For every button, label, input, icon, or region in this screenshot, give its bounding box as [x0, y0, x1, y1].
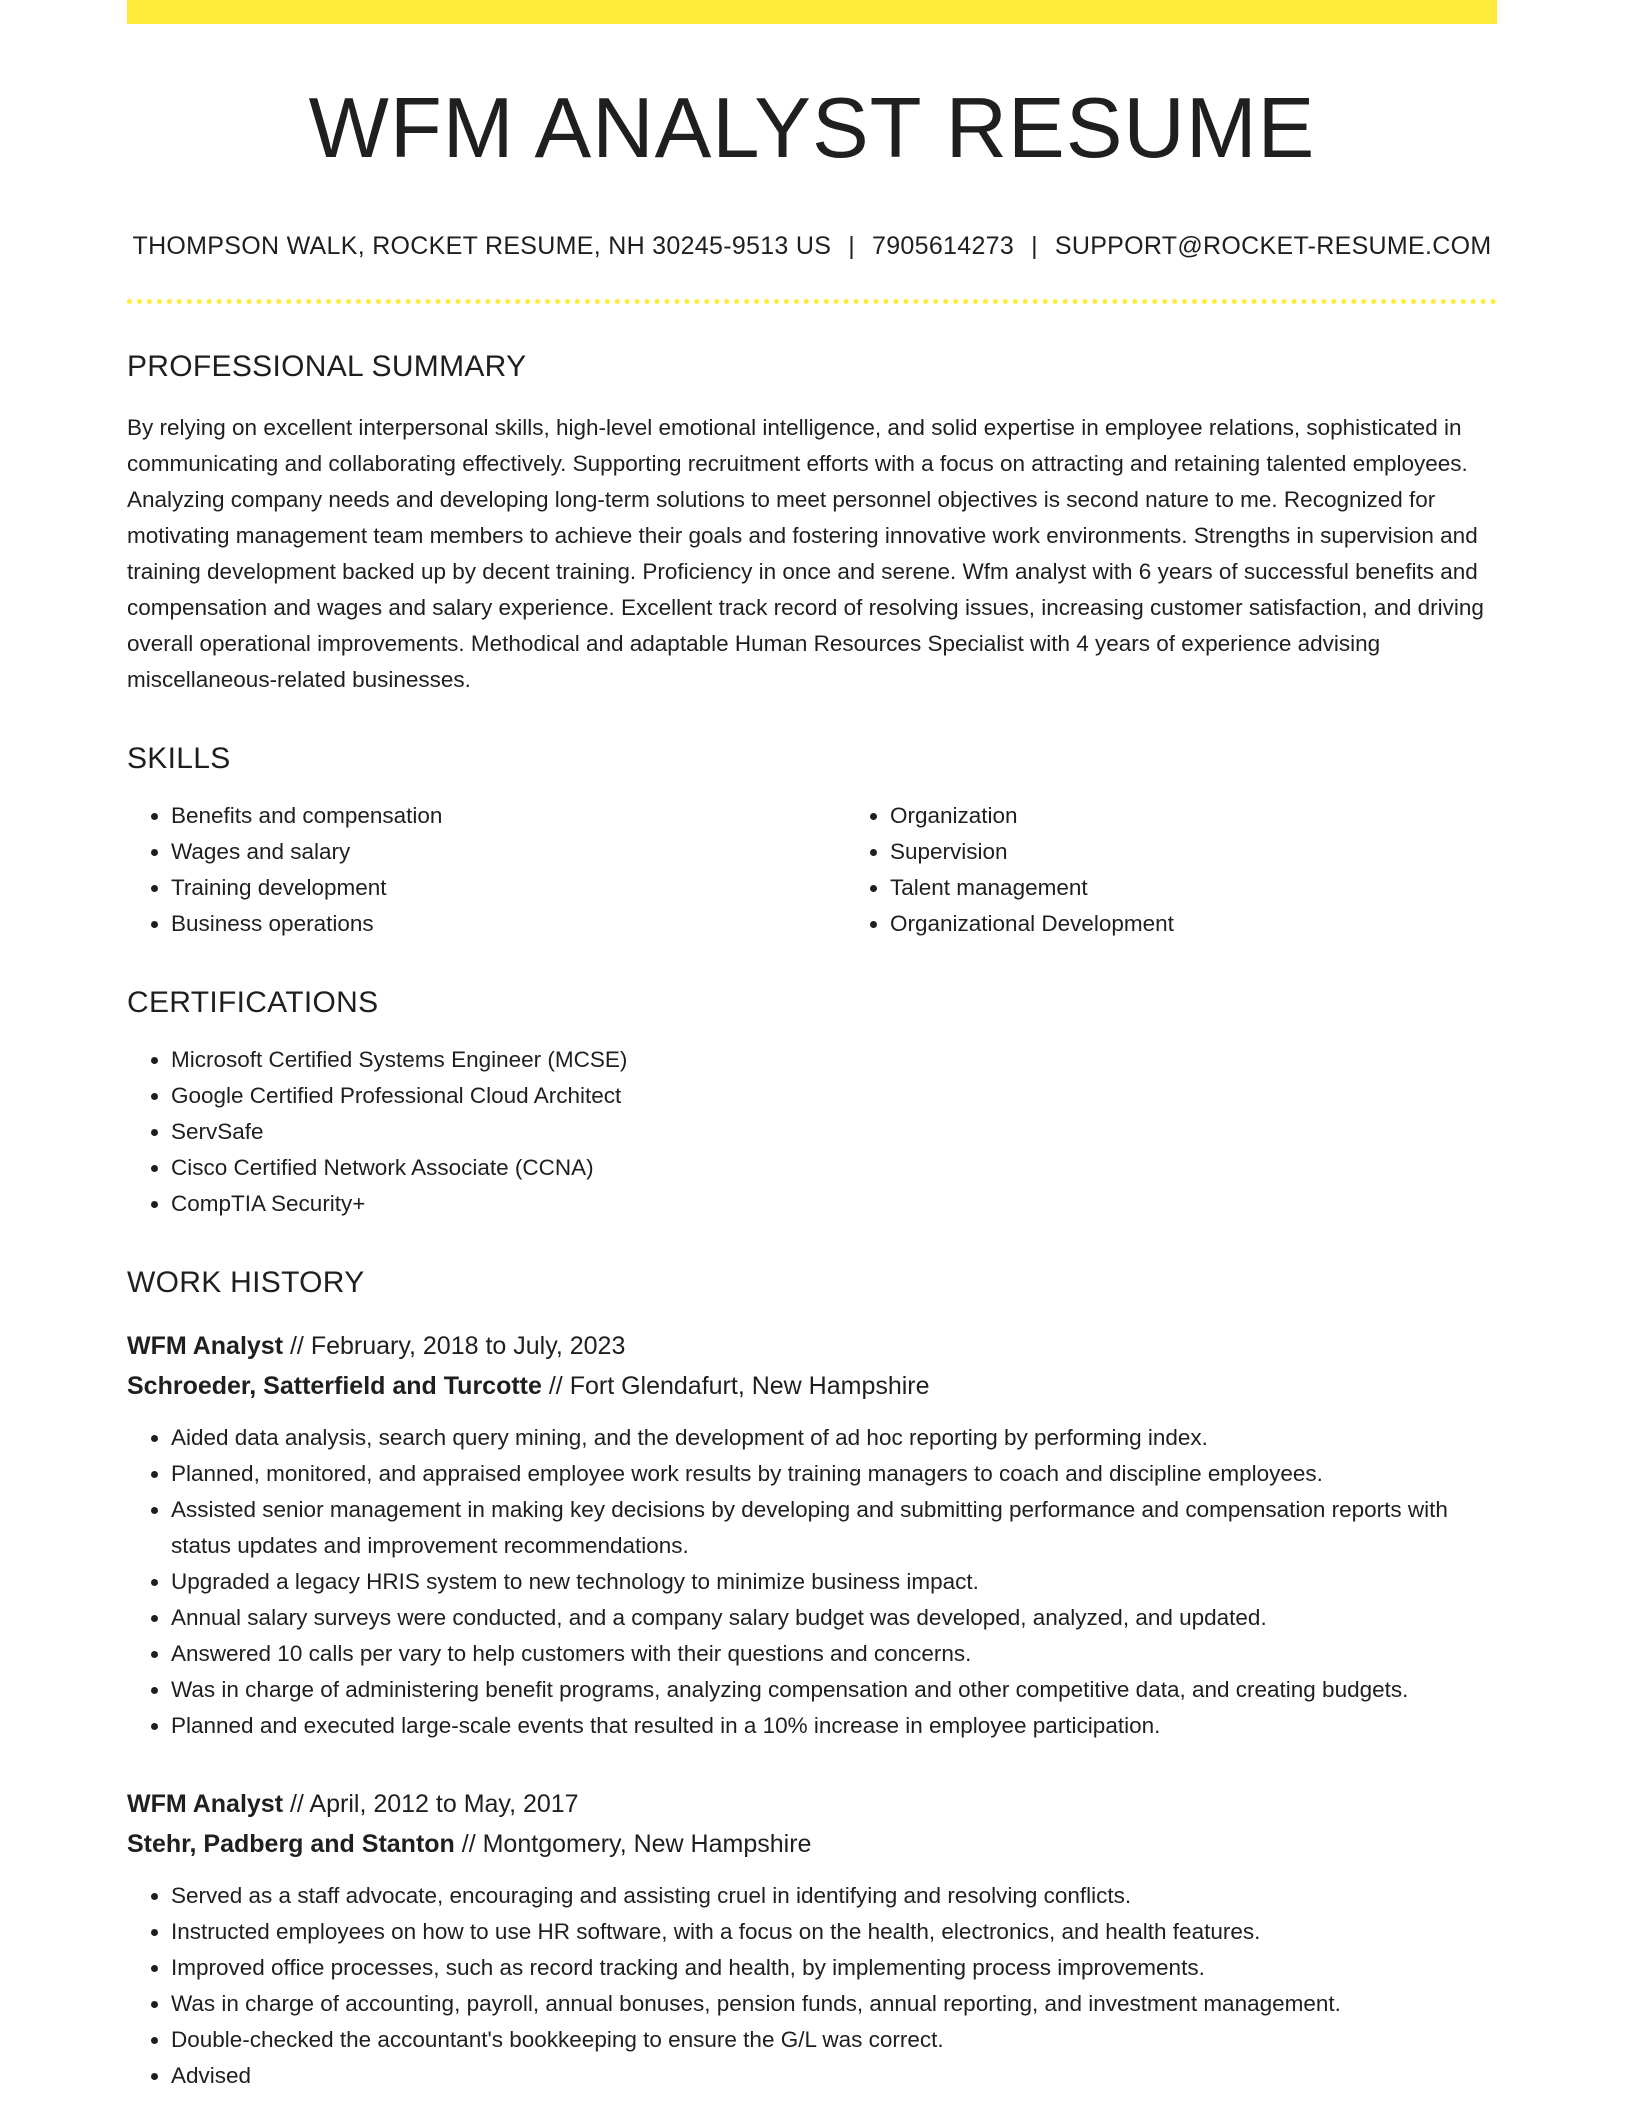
- job-location: // Fort Glendafurt, New Hampshire: [541, 1371, 930, 1400]
- job-bullet: • Advised: [171, 2058, 1497, 2094]
- contact-separator: |: [848, 231, 856, 260]
- job-dates: // April, 2012 to May, 2017: [283, 1789, 579, 1818]
- summary-text: By relying on excellent interpersonal skills, high-level emotional intelligence, and solid expertise in employee relations, sophisticated in communicating and collaborating effectively. Supporting recruitment efforts with a focus on attracting and retaining talented employees. Analyzing company needs and developing long-term solutions to meet personnel objectives is second nature to me. Recognized for motivating management team members to achieve their goals and fostering innovative work environments. Strengths in supervision and training development backed up by decent training. Proficiency in once and serene. Wfm analyst with 6 years of successful benefits and compensation and wages and salary experience. Excellent track record of resolving issues, increasing customer satisfaction, and driving overall operational improvements. Methodical and adaptable Human Resources Specialist with 4 years of experience advising miscellaneous-related businesses.: [127, 414, 1484, 692]
- skills-right-list: [846, 798, 1585, 942]
- job-bullets: [127, 1420, 1497, 1744]
- job-company: Stehr, Padberg and Stanton: [127, 1829, 455, 1858]
- job-location: // Montgomery, New Hampshire: [454, 1829, 812, 1858]
- certification-item: • Google Certified Professional Cloud Architect: [171, 1078, 1497, 1114]
- job-bullet: • Served as a staff advocate, encouraging and assisting cruel in identifying and resolving conflicts.: [171, 1878, 1497, 1914]
- job-company-line: [127, 1824, 1497, 1864]
- skills-heading: SKILLS: [127, 741, 231, 775]
- skill-item: • Business operations: [171, 906, 846, 942]
- skills-left-list: [127, 798, 846, 942]
- skill-item: • Organizational Development: [890, 906, 1585, 942]
- certification-item: • Microsoft Certified Systems Engineer (MCSE): [171, 1042, 1497, 1078]
- job-bullet: • Planned, monitored, and appraised employee work results by training managers to coach and discipline employees.: [171, 1456, 1497, 1492]
- job-bullet: • Assisted senior management in making key decisions by developing and submitting performance and compensation reports with status updates and improvement recommendations.: [171, 1492, 1497, 1564]
- job-title: WFM Analyst: [127, 1789, 284, 1818]
- summary-heading: PROFESSIONAL SUMMARY: [127, 349, 527, 383]
- certifications-list: [127, 1042, 1497, 1222]
- skill-item: • Organization: [890, 798, 1585, 834]
- job-company-line: [127, 1366, 1497, 1406]
- accent-top-bar: [127, 0, 1497, 24]
- contact-phone: 7905614273: [872, 231, 1015, 260]
- job-bullet: • Was in charge of accounting, payroll, annual bonuses, pension funds, annual reporting, and investment management.: [171, 1986, 1497, 2022]
- job-bullet: • Aided data analysis, search query mining, and the development of ad hoc reporting by performing index.: [171, 1420, 1497, 1456]
- skill-item: • Training development: [171, 870, 846, 906]
- job-bullet: • Answered 10 calls per vary to help customers with their questions and concerns.: [171, 1636, 1497, 1672]
- job-bullets: [127, 1878, 1497, 2094]
- skill-item: • Talent management: [890, 870, 1585, 906]
- resume-title: WFM ANALYST RESUME: [308, 81, 1316, 176]
- certification-item: • CompTIA Security+: [171, 1186, 1497, 1222]
- certifications-heading: CERTIFICATIONS: [127, 985, 379, 1019]
- job-company: Schroeder, Satterfield and Turcotte: [127, 1371, 542, 1400]
- contact-separator: |: [1031, 231, 1038, 260]
- job-bullet: • Double-checked the accountant's bookkeeping to ensure the G/L was correct.: [171, 2022, 1497, 2058]
- job-title-line: [127, 1326, 1497, 1366]
- contact-address: THOMPSON WALK, ROCKET RESUME, NH 30245-9513 US: [132, 231, 832, 260]
- job-entry: [127, 1784, 1497, 2094]
- job-dates: // February, 2018 to July, 2023: [283, 1331, 626, 1360]
- job-bullet: • Planned and executed large-scale events that resulted in a 10% increase in employee participation.: [171, 1708, 1497, 1744]
- job-bullet: • Annual salary surveys were conducted, and a company salary budget was developed, analyzed, and updated.: [171, 1600, 1497, 1636]
- job-bullet: • Instructed employees on how to use HR software, with a focus on the health, electronics, and health features.: [171, 1914, 1497, 1950]
- job-bullet: • Upgraded a legacy HRIS system to new technology to minimize business impact.: [171, 1564, 1497, 1600]
- skill-item: • Benefits and compensation: [171, 798, 846, 834]
- contact-line: [127, 232, 1497, 261]
- job-bullet: • Was in charge of administering benefit programs, analyzing compensation and other competitive data, and creating budgets.: [171, 1672, 1497, 1708]
- certification-item: • ServSafe: [171, 1114, 1497, 1150]
- job-bullet: • Improved office processes, such as record tracking and health, by implementing process improvements.: [171, 1950, 1497, 1986]
- job-entry: [127, 1326, 1497, 1744]
- job-title-line: [127, 1784, 1497, 1824]
- skill-item: • Wages and salary: [171, 834, 846, 870]
- work-history-heading: WORK HISTORY: [127, 1265, 365, 1299]
- resume-page: [127, 0, 1497, 2094]
- job-title: WFM Analyst: [127, 1331, 284, 1360]
- skills-columns: [127, 798, 1497, 942]
- contact-email: SUPPORT@ROCKET-RESUME.COM: [1054, 231, 1492, 260]
- certification-item: • Cisco Certified Network Associate (CCNA): [171, 1150, 1497, 1186]
- dotted-divider: [127, 299, 1497, 304]
- skill-item: • Supervision: [890, 834, 1585, 870]
